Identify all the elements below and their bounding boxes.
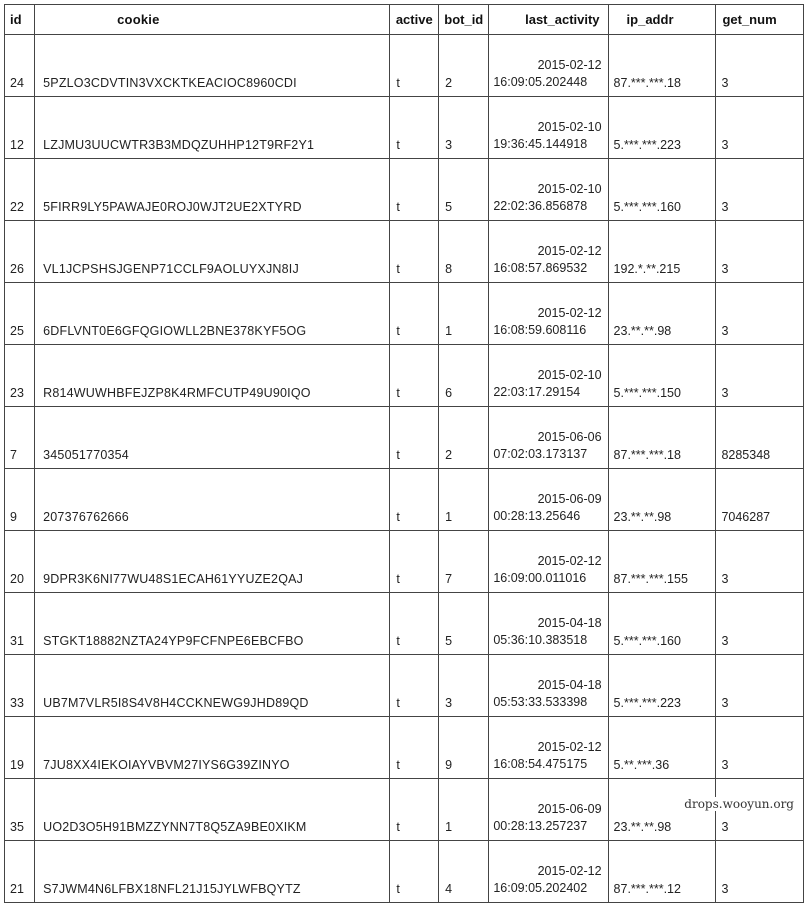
table-row <box>5 655 804 717</box>
column-header-last-activity: last_activity <box>489 5 608 35</box>
cell-id: 12 <box>5 97 35 159</box>
last-activity-time: 16:09:05.202402 <box>493 881 588 895</box>
table-row <box>5 345 804 407</box>
cell-id: 24 <box>5 35 35 97</box>
cell-last-activity <box>489 159 608 221</box>
table-row <box>5 841 804 903</box>
last-activity-date: 2015-04-18 <box>537 678 602 692</box>
cell-ip-addr: 23.**.**.98 <box>608 779 716 841</box>
table-header-row <box>5 5 804 35</box>
cell-get-num: 7046287 <box>716 469 804 531</box>
cell-cookie: S7JWM4N6LFBX18NFL21J15JYLWFBQYTZ <box>35 841 390 903</box>
cell-get-num: 8285348 <box>716 407 804 469</box>
cell-bot-id: 3 <box>439 97 489 159</box>
cell-cookie: 9DPR3K6NI77WU48S1ECAH61YYUZE2QAJ <box>35 531 390 593</box>
cell-active: t <box>390 345 439 407</box>
last-activity-date: 2015-02-10 <box>537 368 602 382</box>
cell-active: t <box>390 97 439 159</box>
table-row <box>5 221 804 283</box>
cell-bot-id: 4 <box>439 841 489 903</box>
cell-last-activity <box>489 407 608 469</box>
cell-get-num: 3 <box>716 97 804 159</box>
cell-bot-id: 7 <box>439 531 489 593</box>
cell-active: t <box>390 407 439 469</box>
last-activity-date: 2015-02-12 <box>537 306 602 320</box>
cell-cookie: VL1JCPSHSJGENP71CCLF9AOLUYXJN8IJ <box>35 221 390 283</box>
cell-bot-id: 3 <box>439 655 489 717</box>
table-row <box>5 531 804 593</box>
last-activity-time: 05:36:10.383518 <box>493 633 588 647</box>
cell-active: t <box>390 531 439 593</box>
last-activity-time: 16:08:59.608116 <box>493 323 587 337</box>
cell-ip-addr: 5.**.***.36 <box>608 717 716 779</box>
cell-id: 19 <box>5 717 35 779</box>
last-activity-date: 2015-06-06 <box>537 430 602 444</box>
column-header-bot-id: bot_id <box>439 5 489 35</box>
cell-bot-id: 1 <box>439 283 489 345</box>
cell-last-activity <box>489 717 608 779</box>
last-activity-time: 22:02:36.856878 <box>493 199 588 213</box>
last-activity-date: 2015-02-10 <box>537 120 602 134</box>
last-activity-date: 2015-04-18 <box>537 616 602 630</box>
cell-cookie: 207376762666 <box>35 469 390 531</box>
cell-last-activity <box>489 841 608 903</box>
last-activity-time: 07:02:03.173137 <box>493 447 588 461</box>
column-header-ip-addr: ip_addr <box>608 5 716 35</box>
cell-cookie: R814WUWHBFEJZP8K4RMFCUTP49U90IQO <box>35 345 390 407</box>
cell-last-activity <box>489 97 608 159</box>
cell-cookie: UO2D3O5H91BMZZYNN7T8Q5ZA9BE0XIKM <box>35 779 390 841</box>
cell-cookie: UB7M7VLR5I8S4V8H4CCKNEWG9JHD89QD <box>35 655 390 717</box>
cell-cookie: 5PZLO3CDVTIN3VXCKTKEACIOC8960CDI <box>35 35 390 97</box>
cell-get-num: 3 <box>716 531 804 593</box>
column-header-cookie: cookie <box>35 5 390 35</box>
table-body <box>5 35 804 903</box>
cell-last-activity <box>489 283 608 345</box>
cell-get-num: 3 <box>716 779 804 841</box>
cell-ip-addr: 5.***.***.160 <box>608 159 716 221</box>
last-activity-time: 00:28:13.25646 <box>493 509 581 523</box>
cell-ip-addr: 5.***.***.223 <box>608 97 716 159</box>
cell-bot-id: 8 <box>439 221 489 283</box>
cell-active: t <box>390 35 439 97</box>
site-watermark: drops.wooyun.org <box>684 797 794 811</box>
cell-get-num: 3 <box>716 345 804 407</box>
cell-id: 20 <box>5 531 35 593</box>
last-activity-date: 2015-02-12 <box>537 58 602 72</box>
cell-get-num: 3 <box>716 283 804 345</box>
last-activity-time: 05:53:33.533398 <box>493 695 588 709</box>
cell-id: 22 <box>5 159 35 221</box>
cell-last-activity <box>489 221 608 283</box>
cell-last-activity <box>489 35 608 97</box>
cell-bot-id: 2 <box>439 35 489 97</box>
cell-bot-id: 2 <box>439 407 489 469</box>
table-row <box>5 469 804 531</box>
cell-active: t <box>390 717 439 779</box>
cell-ip-addr: 87.***.***.155 <box>608 531 716 593</box>
cell-id: 31 <box>5 593 35 655</box>
cell-last-activity <box>489 531 608 593</box>
cell-id: 7 <box>5 407 35 469</box>
cell-id: 35 <box>5 779 35 841</box>
table-row <box>5 717 804 779</box>
last-activity-time: 00:28:13.257237 <box>493 819 588 833</box>
cell-ip-addr: 87.***.***.18 <box>608 35 716 97</box>
bot-cookies-table <box>4 4 804 903</box>
cell-last-activity <box>489 469 608 531</box>
cell-get-num: 3 <box>716 593 804 655</box>
cell-bot-id: 6 <box>439 345 489 407</box>
cell-cookie: 7JU8XX4IEKOIAYVBVM27IYS6G39ZINYO <box>35 717 390 779</box>
cell-get-num: 3 <box>716 159 804 221</box>
cell-active: t <box>390 159 439 221</box>
cell-cookie: 345051770354 <box>35 407 390 469</box>
cell-active: t <box>390 283 439 345</box>
cell-ip-addr: 192.*.**.215 <box>608 221 716 283</box>
cell-bot-id: 1 <box>439 469 489 531</box>
cell-get-num: 3 <box>716 841 804 903</box>
last-activity-time: 19:36:45.144918 <box>493 137 588 151</box>
cell-get-num: 3 <box>716 221 804 283</box>
cell-get-num: 3 <box>716 35 804 97</box>
cell-active: t <box>390 593 439 655</box>
cell-ip-addr: 5.***.***.160 <box>608 593 716 655</box>
cell-id: 33 <box>5 655 35 717</box>
cell-last-activity <box>489 655 608 717</box>
cell-ip-addr: 5.***.***.150 <box>608 345 716 407</box>
cell-bot-id: 9 <box>439 717 489 779</box>
last-activity-date: 2015-02-10 <box>537 182 602 196</box>
column-header-active: active <box>390 5 439 35</box>
cell-ip-addr: 87.***.***.18 <box>608 407 716 469</box>
last-activity-date: 2015-02-12 <box>537 554 602 568</box>
cell-id: 21 <box>5 841 35 903</box>
cell-cookie: LZJMU3UUCWTR3B3MDQZUHHP12T9RF2Y1 <box>35 97 390 159</box>
cell-bot-id: 5 <box>439 159 489 221</box>
cell-id: 26 <box>5 221 35 283</box>
cell-get-num: 3 <box>716 717 804 779</box>
last-activity-date: 2015-02-12 <box>537 864 602 878</box>
last-activity-date: 2015-06-09 <box>537 492 602 506</box>
cell-cookie: 5FIRR9LY5PAWAJE0ROJ0WJT2UE2XTYRD <box>35 159 390 221</box>
cell-ip-addr: 23.**.**.98 <box>608 469 716 531</box>
last-activity-date: 2015-06-09 <box>537 802 602 816</box>
cell-last-activity <box>489 345 608 407</box>
table-row <box>5 159 804 221</box>
cell-active: t <box>390 655 439 717</box>
table-row <box>5 593 804 655</box>
last-activity-date: 2015-02-12 <box>537 244 602 258</box>
table-row <box>5 407 804 469</box>
cell-get-num: 3 <box>716 655 804 717</box>
cell-active: t <box>390 779 439 841</box>
cell-active: t <box>390 841 439 903</box>
cell-id: 23 <box>5 345 35 407</box>
last-activity-time: 22:03:17.29154 <box>493 385 581 399</box>
table-row <box>5 97 804 159</box>
cell-id: 9 <box>5 469 35 531</box>
cell-last-activity <box>489 593 608 655</box>
last-activity-time: 16:09:05.202448 <box>493 75 588 89</box>
cell-active: t <box>390 469 439 531</box>
cell-id: 25 <box>5 283 35 345</box>
last-activity-date: 2015-02-12 <box>537 740 602 754</box>
cell-cookie: 6DFLVNT0E6GFQGIOWLL2BNE378KYF5OG <box>35 283 390 345</box>
cell-ip-addr: 23.**.**.98 <box>608 283 716 345</box>
cell-last-activity <box>489 779 608 841</box>
cell-ip-addr: 5.***.***.223 <box>608 655 716 717</box>
table-row <box>5 35 804 97</box>
last-activity-time: 16:08:54.475175 <box>493 757 588 771</box>
cell-bot-id: 1 <box>439 779 489 841</box>
last-activity-time: 16:09:00.011016 <box>493 571 587 585</box>
cell-bot-id: 5 <box>439 593 489 655</box>
table-row <box>5 283 804 345</box>
last-activity-time: 16:08:57.869532 <box>493 261 588 275</box>
column-header-id: id <box>5 5 35 35</box>
cell-active: t <box>390 221 439 283</box>
cell-cookie: STGKT18882NZTA24YP9FCFNPE6EBCFBO <box>35 593 390 655</box>
column-header-get-num: get_num <box>716 5 804 35</box>
cell-ip-addr: 87.***.***.12 <box>608 841 716 903</box>
